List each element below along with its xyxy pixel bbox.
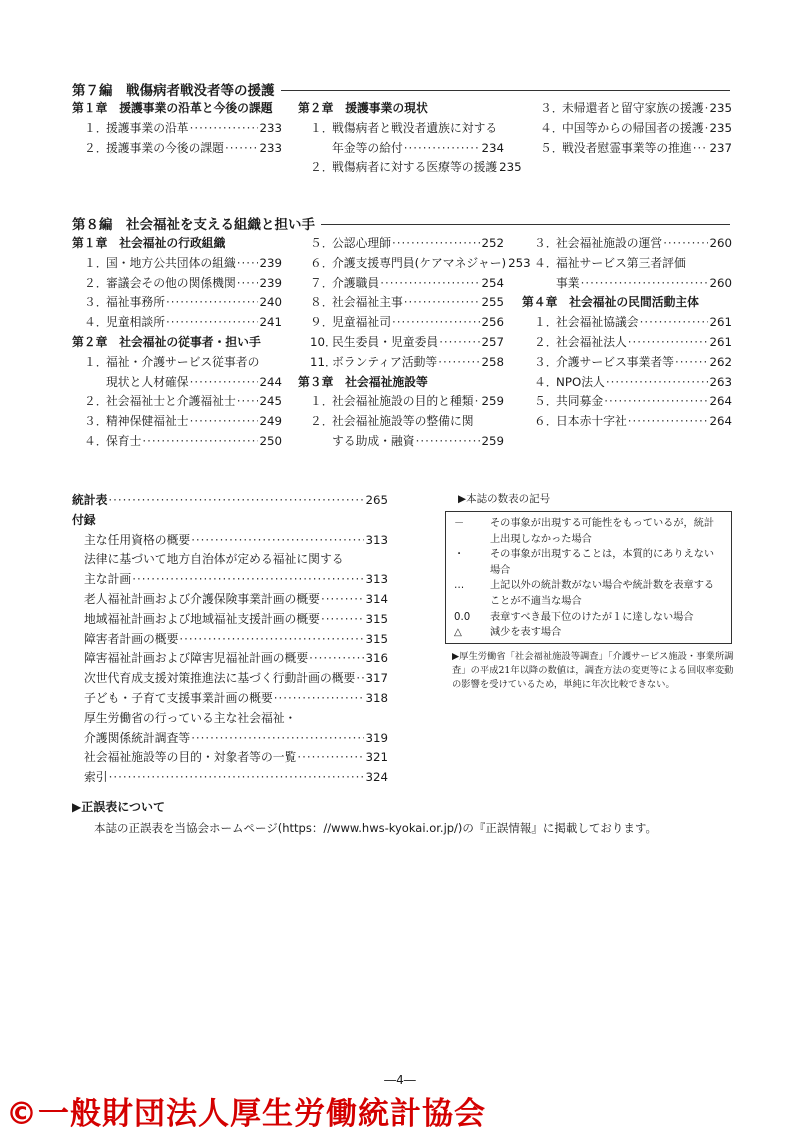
entry-number: ３．: [534, 354, 558, 369]
legend-symbol: －: [454, 518, 465, 529]
entry-title: 事業: [556, 275, 580, 290]
entry-number: ２．: [84, 275, 108, 290]
page-number: 254: [481, 275, 504, 290]
toc-entry: [298, 432, 504, 452]
page-number: 237: [709, 140, 732, 155]
entry-title: 介護サービス事業者等: [556, 354, 674, 369]
page-number: 241: [259, 315, 282, 330]
appendix-title: 障害福祉計画および障害児福祉計画の概要: [84, 651, 309, 666]
dot-leader: [237, 254, 259, 274]
entry-title: 社会福祉協議会: [556, 315, 639, 330]
dot-leader: [190, 373, 259, 393]
entry-title: ボランティア活動等: [332, 354, 438, 369]
entry-number: ５．: [534, 394, 558, 409]
entry-title: 社会福祉施設の目的と種類: [332, 394, 474, 409]
entry-number: ４．: [540, 120, 564, 135]
toc-entry: [72, 139, 282, 159]
appendix-entry: [72, 491, 388, 511]
entry-number: [534, 274, 556, 294]
appendix-title: 法律に基づいて地方自治体が定める福祉に関する: [84, 552, 344, 567]
legend-symbol: ・: [454, 549, 465, 561]
legend-box: [445, 511, 732, 644]
entry-title: 福祉事務所: [106, 295, 165, 310]
toc-entry: [528, 139, 732, 159]
entry-number: ６．: [310, 255, 334, 270]
page-number: ―4―: [384, 1073, 416, 1087]
page-number: 316: [365, 651, 388, 666]
entry-title: 社会福祉主事: [332, 295, 403, 310]
toc-entry: [72, 313, 282, 333]
page-number: 249: [259, 414, 282, 429]
dot-leader: [705, 119, 709, 139]
chapter-title: 第４章 社会福祉の民間活動主体: [522, 295, 699, 310]
legend-row: [454, 625, 723, 641]
appendix-entry: [72, 511, 388, 531]
page-number: 262: [709, 354, 732, 369]
errata-title: ▶正誤表について: [72, 800, 165, 814]
entry-number: ３．: [84, 414, 108, 429]
toc-entry: [72, 353, 282, 373]
part7-column-2: [298, 99, 522, 178]
toc-entry: [298, 119, 504, 139]
dot-leader: [380, 274, 480, 294]
toc-entry: [298, 158, 522, 178]
page-number: 263: [709, 374, 732, 389]
dot-leader: [166, 313, 258, 333]
entry-title: NPO法人: [556, 374, 605, 389]
toc-entry: [522, 313, 732, 333]
entry-number: ９．: [310, 315, 334, 330]
entry-number: １．: [84, 354, 108, 369]
entry-number: [310, 139, 332, 159]
entry-number: ４．: [84, 315, 108, 330]
page-number: 264: [709, 414, 732, 429]
entry-title: 中国等からの帰国者の援護: [562, 120, 704, 135]
entry-number: ４．: [534, 374, 558, 389]
entry-title: 精神保健福祉士: [106, 414, 189, 429]
toc-entry: [298, 254, 531, 274]
appendix-title: 障害者計画の概要: [84, 631, 179, 646]
page-number: 315: [365, 631, 388, 646]
dot-leader: [663, 234, 708, 254]
legend-symbol: △: [454, 627, 462, 639]
dot-leader: [475, 392, 481, 412]
appendix-title: 付録: [72, 512, 96, 527]
page-number: 250: [259, 433, 282, 448]
part7-heading: [72, 80, 730, 98]
appendix-entry: [72, 729, 388, 749]
appendix-title: 主な計画: [84, 572, 132, 587]
dot-leader: [392, 313, 480, 333]
chapter-title: 第３章 社会福祉施設等: [298, 374, 428, 389]
page-number: 253: [508, 255, 531, 270]
entry-title: 国・地方公共団体の組織: [106, 255, 236, 270]
dot-leader: [606, 373, 709, 393]
toc-entry: [528, 99, 732, 119]
page-number: 257: [481, 334, 504, 349]
dot-leader: [438, 353, 480, 373]
toc-entry: [298, 353, 504, 373]
entry-number: ５．: [310, 236, 334, 250]
dot-leader: [356, 669, 364, 689]
entry-title: 未帰還者と留守家族の援護: [562, 101, 704, 115]
dot-leader: [237, 392, 259, 412]
toc-entry: [72, 412, 282, 432]
toc-entry: [528, 119, 732, 139]
dot-leader: [404, 293, 481, 313]
entry-number: ７．: [310, 275, 334, 290]
appendix-title: 主な任用資格の概要: [84, 532, 191, 547]
dot-leader: [640, 313, 709, 333]
page-number: 234: [481, 140, 504, 155]
entry-number: １．: [310, 120, 334, 135]
part8-rule: [321, 224, 730, 225]
dot-leader: [142, 432, 258, 452]
dot-leader: [321, 590, 365, 610]
toc-entry: [298, 293, 504, 313]
legend-row: [454, 578, 723, 609]
page-number: 261: [709, 315, 732, 330]
dot-leader: [179, 630, 364, 650]
entry-number: ５．: [540, 140, 564, 155]
chapter-title: 第１章 援護事業の沿革と今後の課題: [72, 101, 273, 115]
dot-leader: [190, 119, 259, 139]
part7-column-1: [72, 99, 282, 158]
part8-heading: [72, 214, 730, 232]
toc-entry: [522, 254, 732, 274]
page-number: 260: [709, 236, 732, 250]
entry-number: ４．: [84, 433, 108, 448]
entry-number: ３．: [84, 295, 108, 310]
dot-leader: [416, 432, 481, 452]
legend-note: ▶厚生労働省「社会福祉施設等調査」「介護サービス施設・事業所調査」の平成21年以降の数値は，調査方法の変更等による回収率変動の影響を受けているため，単純に年次比較できない。: [452, 651, 734, 691]
entry-title: 援護事業の沿革: [106, 120, 189, 135]
page-number: 314: [365, 591, 388, 606]
toc-entry: [298, 139, 504, 159]
legend-symbol: …: [454, 580, 465, 592]
toc-entry: [522, 333, 732, 353]
appendix-entry: [72, 610, 388, 630]
legend-row: [454, 516, 723, 547]
dot-leader: [309, 649, 364, 669]
legend-symbol: 0.0: [454, 611, 471, 623]
entry-number: １．: [84, 120, 108, 135]
appendix-entry: [72, 748, 388, 768]
entry-title: 保育士: [106, 433, 142, 448]
entry-title: 社会福祉士と介護福祉士: [106, 394, 236, 409]
appendix-entry: [72, 709, 388, 729]
entry-title: 社会福祉施設の運営: [556, 236, 663, 250]
entry-number: 11．: [310, 354, 337, 369]
page-number: 265: [365, 493, 388, 507]
appendix-entry: [72, 531, 388, 551]
dot-leader: [108, 491, 364, 511]
toc-entry: [72, 293, 282, 313]
entry-title: 福祉・介護サービス従事者の: [106, 354, 260, 369]
part8-column-1: [72, 234, 282, 452]
appendix-entry: [72, 590, 388, 610]
part8-column-2: [298, 234, 531, 452]
entry-title: 社会福祉法人: [556, 334, 627, 349]
appendix-entry: [72, 649, 388, 669]
toc-entry: [72, 254, 282, 274]
page-number: 235: [709, 120, 732, 135]
toc-entry: [72, 119, 282, 139]
toc-entry: [72, 373, 282, 393]
entry-number: ６．: [534, 414, 558, 429]
page-number: 319: [365, 730, 388, 745]
dot-leader: [297, 748, 364, 768]
legend-title: ▶本誌の数表の記号: [458, 493, 551, 505]
entry-number: １．: [310, 394, 334, 409]
legend-description: 表章すべき最下位のけたが１に達しない場合: [490, 611, 694, 623]
entry-title: 公認心理師: [332, 236, 391, 250]
page-number: 317: [365, 671, 388, 686]
appendix-entry: [72, 768, 388, 788]
appendix-title: 社会福祉施設等の目的・対象者等の一覧: [84, 750, 297, 765]
toc-entry: [522, 412, 732, 432]
dot-leader: [604, 392, 708, 412]
entry-title: 年金等の給付: [332, 140, 403, 155]
dot-leader: [191, 531, 364, 551]
toc-entry: [298, 392, 504, 412]
entry-title: 児童福祉司: [332, 315, 391, 330]
chapter-title: 第１章 社会福祉の行政組織: [72, 236, 226, 250]
dot-leader: [705, 99, 709, 119]
page-number: 235: [709, 101, 732, 115]
dot-leader: [109, 768, 365, 788]
toc-entry: [522, 353, 732, 373]
dot-leader: [581, 274, 709, 294]
toc-entry: [72, 392, 282, 412]
legend-description: 上記以外の統計数がない場合や統計数を表章することが不適当な場合: [490, 580, 715, 607]
dot-leader: [321, 610, 365, 630]
entry-number: ４．: [534, 255, 558, 270]
dot-leader: [237, 274, 259, 294]
page-number: 239: [259, 275, 282, 290]
page-number: 315: [365, 611, 388, 626]
page-number: 318: [365, 690, 388, 705]
dot-leader: [628, 333, 709, 353]
appendix-title: 子ども・子育て支援事業計画の概要: [84, 690, 273, 705]
entry-number: １．: [84, 255, 108, 270]
page-number: 233: [259, 120, 282, 135]
page-number: 258: [481, 354, 504, 369]
entry-number: ２．: [84, 394, 108, 409]
dot-leader: [693, 139, 709, 159]
page-number: 321: [365, 750, 388, 765]
page-number: 245: [259, 394, 282, 409]
entry-number: ３．: [540, 101, 564, 115]
appendix-entry: [72, 550, 388, 570]
appendix-title: 介護関係統計調査等: [84, 730, 191, 745]
dot-leader: [439, 333, 480, 353]
copyright-watermark: ©一般財団法人厚生労働統計協会: [6, 1096, 486, 1129]
appendix-entry: [72, 570, 388, 590]
appendix-title: 索引: [84, 770, 108, 785]
entry-number: ３．: [534, 236, 558, 250]
chapter-heading: [72, 234, 282, 254]
toc-entry: [298, 333, 504, 353]
appendix-entry: [72, 630, 388, 650]
entry-number: ８．: [310, 295, 334, 310]
dot-leader: [628, 412, 709, 432]
dot-leader: [190, 412, 259, 432]
chapter-heading: [72, 333, 282, 353]
toc-entry: [72, 432, 282, 452]
chapter-title: 第２章 社会福祉の従事者・担い手: [72, 334, 261, 349]
page-number: 240: [259, 295, 282, 310]
appendix-title: 次世代育成支援対策推進法に基づく行動計画の概要: [84, 671, 356, 686]
page-number: 235: [499, 160, 522, 175]
entry-title: 審議会その他の関係機関: [106, 275, 236, 290]
page-number: 244: [259, 374, 282, 389]
part7-column-3: [528, 99, 732, 158]
dot-leader: [191, 729, 364, 749]
entry-number: １．: [534, 315, 558, 330]
entry-number: ２．: [310, 414, 334, 429]
entry-title: 共同募金: [556, 394, 604, 409]
entry-title: 介護職員: [332, 275, 380, 290]
entry-title: する助成・融資: [332, 433, 415, 448]
part7-rule: [281, 90, 731, 91]
page-number: 239: [259, 255, 282, 270]
part7-title: 第７編 戦傷病者戦没者等の援護: [72, 83, 275, 99]
dot-leader: [132, 570, 364, 590]
page-number: 259: [481, 394, 504, 409]
dot-leader: [274, 689, 365, 709]
entry-title: 戦傷病者に対する医療等の援護: [332, 160, 498, 175]
part8-title: 第８編 社会福祉を支える組織と担い手: [72, 217, 315, 233]
part8-column-3: [522, 234, 732, 432]
page-number: 252: [481, 236, 504, 250]
legend-row: [454, 610, 723, 626]
chapter-heading: [298, 99, 504, 119]
dot-leader: [675, 353, 708, 373]
toc-entry: [72, 274, 282, 294]
entry-title: 民生委員・児童委員: [332, 334, 439, 349]
entry-title: 現状と人材確保: [106, 374, 189, 389]
toc-entry: [298, 274, 504, 294]
toc-entry: [298, 313, 504, 333]
entry-title: 社会福祉施設等の整備に関: [332, 414, 474, 429]
entry-number: ２．: [84, 140, 108, 155]
appendix-title: 地域福祉計画および地域福祉支援計画の概要: [84, 611, 320, 626]
toc-entry: [298, 234, 504, 254]
entry-title: 援護事業の今後の課題: [106, 140, 224, 155]
entry-title: 児童相談所: [106, 315, 165, 330]
entry-number: ２．: [534, 334, 558, 349]
legend-description: 減少を表す場合: [490, 627, 562, 639]
dot-leader: [404, 139, 481, 159]
entry-number: ２．: [310, 160, 334, 175]
dot-leader: [392, 234, 480, 254]
page-number: 264: [709, 394, 732, 409]
toc-entry: [522, 373, 732, 393]
page-number: 313: [365, 572, 388, 587]
appendix-title: 厚生労働省の行っている主な社会福祉・: [84, 710, 297, 725]
appendix-list: [72, 491, 388, 788]
page-number: 256: [481, 315, 504, 330]
entry-title: 戦傷病者と戦没者遺族に対する: [332, 120, 498, 135]
appendix-title: 統計表: [72, 493, 108, 507]
errata-body: 本誌の正誤表を当協会ホームページ(https：//www.hws-kyokai.or.jp/)の『正誤情報』に掲載しております。: [94, 821, 657, 835]
entry-title: 日本赤十字社: [556, 414, 627, 429]
appendix-title: 老人福祉計画および介護保険事業計画の概要: [84, 591, 320, 606]
chapter-heading: [72, 99, 282, 119]
legend-description: その事象が出現することは，本質的にありえない場合: [490, 549, 715, 576]
page-number: 260: [709, 275, 732, 290]
entry-title: 戦没者慰霊事業等の推進: [562, 140, 692, 155]
page-number: 259: [481, 433, 504, 448]
toc-entry: [522, 234, 732, 254]
page-number: 324: [365, 770, 388, 785]
page-number: 233: [259, 140, 282, 155]
toc-entry: [298, 412, 504, 432]
dot-leader: [166, 293, 258, 313]
page-number: 261: [709, 334, 732, 349]
entry-number: 10．: [310, 334, 337, 349]
page-number: 255: [481, 295, 504, 310]
chapter-heading: [522, 293, 732, 313]
page-number: 313: [365, 532, 388, 547]
chapter-heading: [298, 373, 504, 393]
appendix-entry: [72, 669, 388, 689]
toc-entry: [522, 392, 732, 412]
toc-entry: [522, 274, 732, 294]
entry-number: [84, 373, 106, 393]
legend-row: [454, 547, 723, 578]
dot-leader: [225, 139, 258, 159]
legend-description: その事象が出現する可能性をもっているが，統計上出現しなかった場合: [490, 518, 715, 545]
entry-title: 介護支援専門員(ケアマネジャー): [332, 255, 507, 270]
appendix-entry: [72, 689, 388, 709]
entry-title: 福祉サービス第三者評価: [556, 255, 686, 270]
entry-number: [310, 432, 332, 452]
chapter-title: 第２章 援護事業の現状: [298, 101, 428, 115]
